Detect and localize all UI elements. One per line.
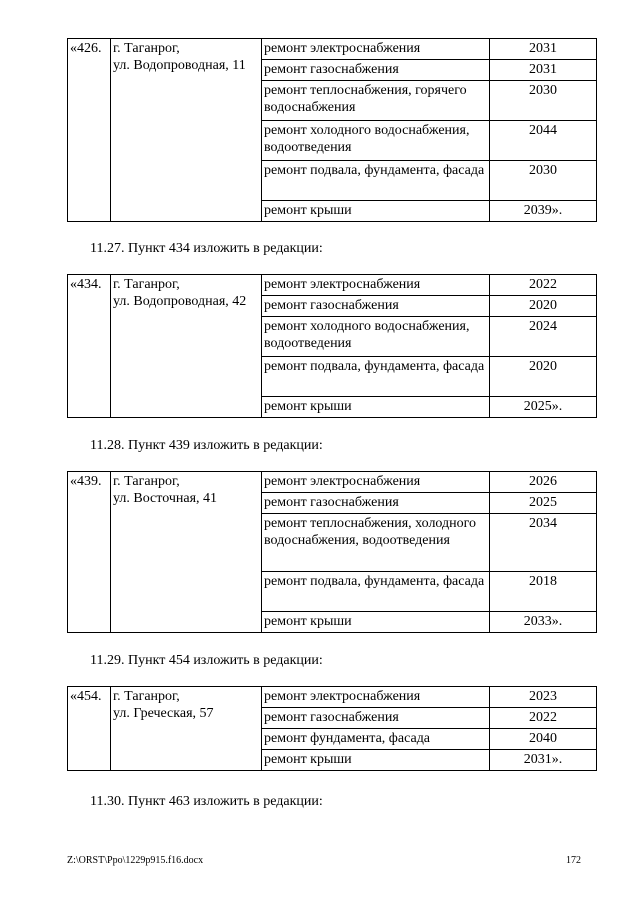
work-year: 2031». [490, 750, 597, 771]
work-type: ремонт электроснабжения [262, 39, 490, 60]
work-type: ремонт подвала, фундамента, фасада [262, 161, 490, 201]
table-item-426 [67, 38, 597, 222]
work-type: ремонт газоснабжения [262, 708, 490, 729]
page-number: 172 [566, 855, 581, 866]
table-item-434 [67, 274, 597, 418]
work-type: ремонт крыши [262, 612, 490, 633]
work-year: 2025». [490, 397, 597, 418]
work-type: ремонт газоснабжения [262, 60, 490, 81]
work-type: ремонт электроснабжения [262, 472, 490, 493]
work-year: 2020 [490, 296, 597, 317]
work-type: ремонт холодного водоснабжения, водоотведения [262, 317, 490, 357]
work-type: ремонт газоснабжения [262, 296, 490, 317]
table-item-454 [67, 686, 597, 771]
work-type: ремонт холодного водоснабжения, водоотведения [262, 121, 490, 161]
item-number: «426. [68, 39, 111, 222]
item-address: г. Таганрог, ул. Водопроводная, 11 [111, 39, 262, 222]
work-year: 2034 [490, 514, 597, 572]
work-year: 2022 [490, 275, 597, 296]
work-type: ремонт крыши [262, 750, 490, 771]
work-type: ремонт подвала, фундамента, фасада [262, 357, 490, 397]
work-year: 2018 [490, 572, 597, 612]
work-type: ремонт газоснабжения [262, 493, 490, 514]
work-year: 2031 [490, 60, 597, 81]
item-address: г. Таганрог, ул. Греческая, 57 [111, 687, 262, 771]
work-type: ремонт крыши [262, 397, 490, 418]
work-type: ремонт электроснабжения [262, 687, 490, 708]
work-type: ремонт фундамента, фасада [262, 729, 490, 750]
footer-file-path: Z:\ORST\Ppo\1229p915.f16.docx [67, 855, 204, 866]
work-year: 2039». [490, 201, 597, 222]
work-type: ремонт подвала, фундамента, фасада [262, 572, 490, 612]
table-item-439 [67, 471, 597, 633]
work-year: 2030 [490, 161, 597, 201]
work-year: 2030 [490, 81, 597, 121]
work-year: 2026 [490, 472, 597, 493]
work-year: 2022 [490, 708, 597, 729]
work-type: ремонт крыши [262, 201, 490, 222]
work-year: 2044 [490, 121, 597, 161]
paragraph-11-27: 11.27. Пункт 434 изложить в редакции: [90, 241, 323, 256]
paragraph-11-28: 11.28. Пункт 439 изложить в редакции: [90, 438, 323, 453]
work-year: 2033». [490, 612, 597, 633]
item-number: «454. [68, 687, 111, 771]
work-type: ремонт теплоснабжения, горячего водоснабжения [262, 81, 490, 121]
work-year: 2024 [490, 317, 597, 357]
work-year: 2025 [490, 493, 597, 514]
work-year: 2031 [490, 39, 597, 60]
paragraph-11-29: 11.29. Пункт 454 изложить в редакции: [90, 653, 323, 668]
paragraph-11-30: 11.30. Пункт 463 изложить в редакции: [90, 794, 323, 809]
item-address: г. Таганрог, ул. Восточная, 41 [111, 472, 262, 633]
item-number: «439. [68, 472, 111, 633]
work-year: 2020 [490, 357, 597, 397]
item-number: «434. [68, 275, 111, 418]
work-type: ремонт теплоснабжения, холодного водоснабжения, водоотведения [262, 514, 490, 572]
item-address: г. Таганрог, ул. Водопроводная, 42 [111, 275, 262, 418]
work-year: 2023 [490, 687, 597, 708]
work-type: ремонт электроснабжения [262, 275, 490, 296]
work-year: 2040 [490, 729, 597, 750]
